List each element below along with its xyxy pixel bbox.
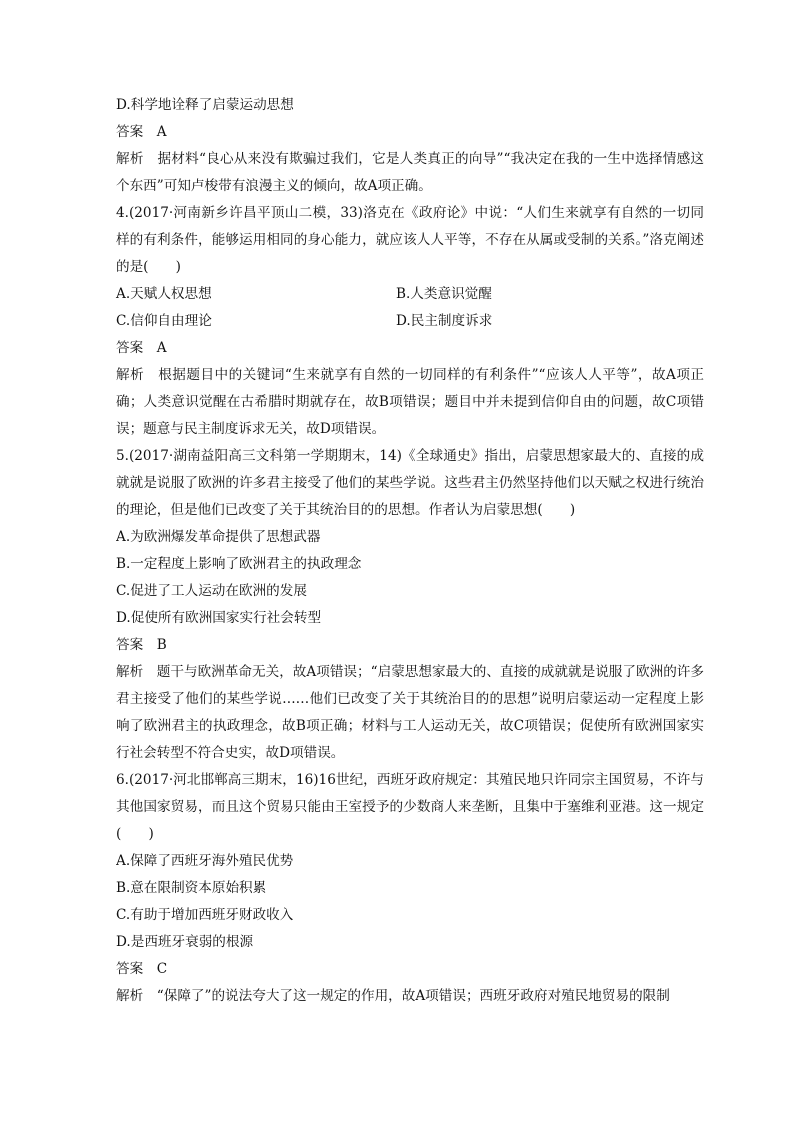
explanation: 解析 “保障了”的说法夸大了这一规定的作用，故A项错误；西班牙政府对殖民地贸易的限制	[116, 988, 670, 1004]
option-c: C.促进了工人运动在欧洲的发展	[116, 583, 307, 599]
option-b: B.意在限制资本原始积累	[116, 880, 267, 896]
option-b: B.一定程度上影响了欧洲君主的执政理念	[116, 556, 362, 572]
answer: 答案 A	[116, 124, 167, 140]
option-c: C.信仰自由理论	[116, 313, 212, 329]
option-d: D.科学地诠释了启蒙运动思想	[116, 97, 294, 113]
answer: 答案 A	[116, 340, 167, 356]
option-d: D.促使所有欧洲国家实行社会转型	[116, 610, 322, 626]
option-d: D.是西班牙衰弱的根源	[116, 934, 254, 950]
question-4-options-row1	[116, 281, 704, 308]
option-c: C.有助于增加西班牙财政收入	[116, 907, 294, 923]
answer: 答案 B	[116, 637, 167, 653]
explanation: 解析 题干与欧洲革命无关，故A项错误；“启蒙思想家最大的、直接的成就就是说服了欧洲的许多君主接受了他们的某些学说……他们已改变了关于其统治目的的思想”说明启蒙运动一定程度上影响了欧洲君主的执政理念，故B项正确；材料与工人运动无关，故C项错误；促使所有欧洲国家实行社会转型不符合史实，故D项错误。	[116, 664, 704, 761]
explanation: 解析 根据题目中的关键词“生来就享有自然的一切同样的有利条件”“应该人人平等”，故A项正确；人类意识觉醒在古希腊时期就存在，故B项错误；题目中并未提到信仰自由的问题，故C项错误；题意与民主制度诉求无关，故D项错误。	[116, 367, 704, 437]
option-a: A.为欧洲爆发革命提供了思想武器	[116, 529, 321, 545]
question-4: 4.(2017·河南新乡许昌平顶山二模，33)洛克在《政府论》中说：“人们生来就享有自然的一切同样的有利条件，能够运用相同的身心能力，就应该人人平等，不存在从属或受制的关系。”洛克阐述的是( )	[116, 205, 704, 275]
answer: 答案 C	[116, 961, 168, 977]
question-4-options-row2	[116, 308, 704, 335]
question-6: 6.(2017·河北邯郸高三期末，16)16世纪，西班牙政府规定：其殖民地只许同宗主国贸易，不许与其他国家贸易，而且这个贸易只能由王室授予的少数商人来垄断，且集中于塞维利亚港。这一规定( )	[116, 772, 704, 842]
document-page	[116, 92, 704, 1010]
option-a: A.保障了西班牙海外殖民优势	[116, 853, 294, 869]
option-b: B.人类意识觉醒	[396, 286, 492, 302]
option-a: A.天赋人权思想	[116, 286, 212, 302]
question-5: 5.(2017·湖南益阳高三文科第一学期期末，14)《全球通史》指出，启蒙思想家最大的、直接的成就就是说服了欧洲的许多君主接受了他们的某些学说。这些君主仍然坚持他们以天赋之权进行统治的理论，但是他们已改变了关于其统治目的的思想。作者认为启蒙思想( )	[116, 448, 704, 518]
option-d: D.民主制度诉求	[396, 313, 493, 329]
explanation: 解析 据材料“良心从来没有欺骗过我们，它是人类真正的向导”“我决定在我的一生中选择情感这个东西”可知卢梭带有浪漫主义的倾向，故A项正确。	[116, 151, 704, 194]
